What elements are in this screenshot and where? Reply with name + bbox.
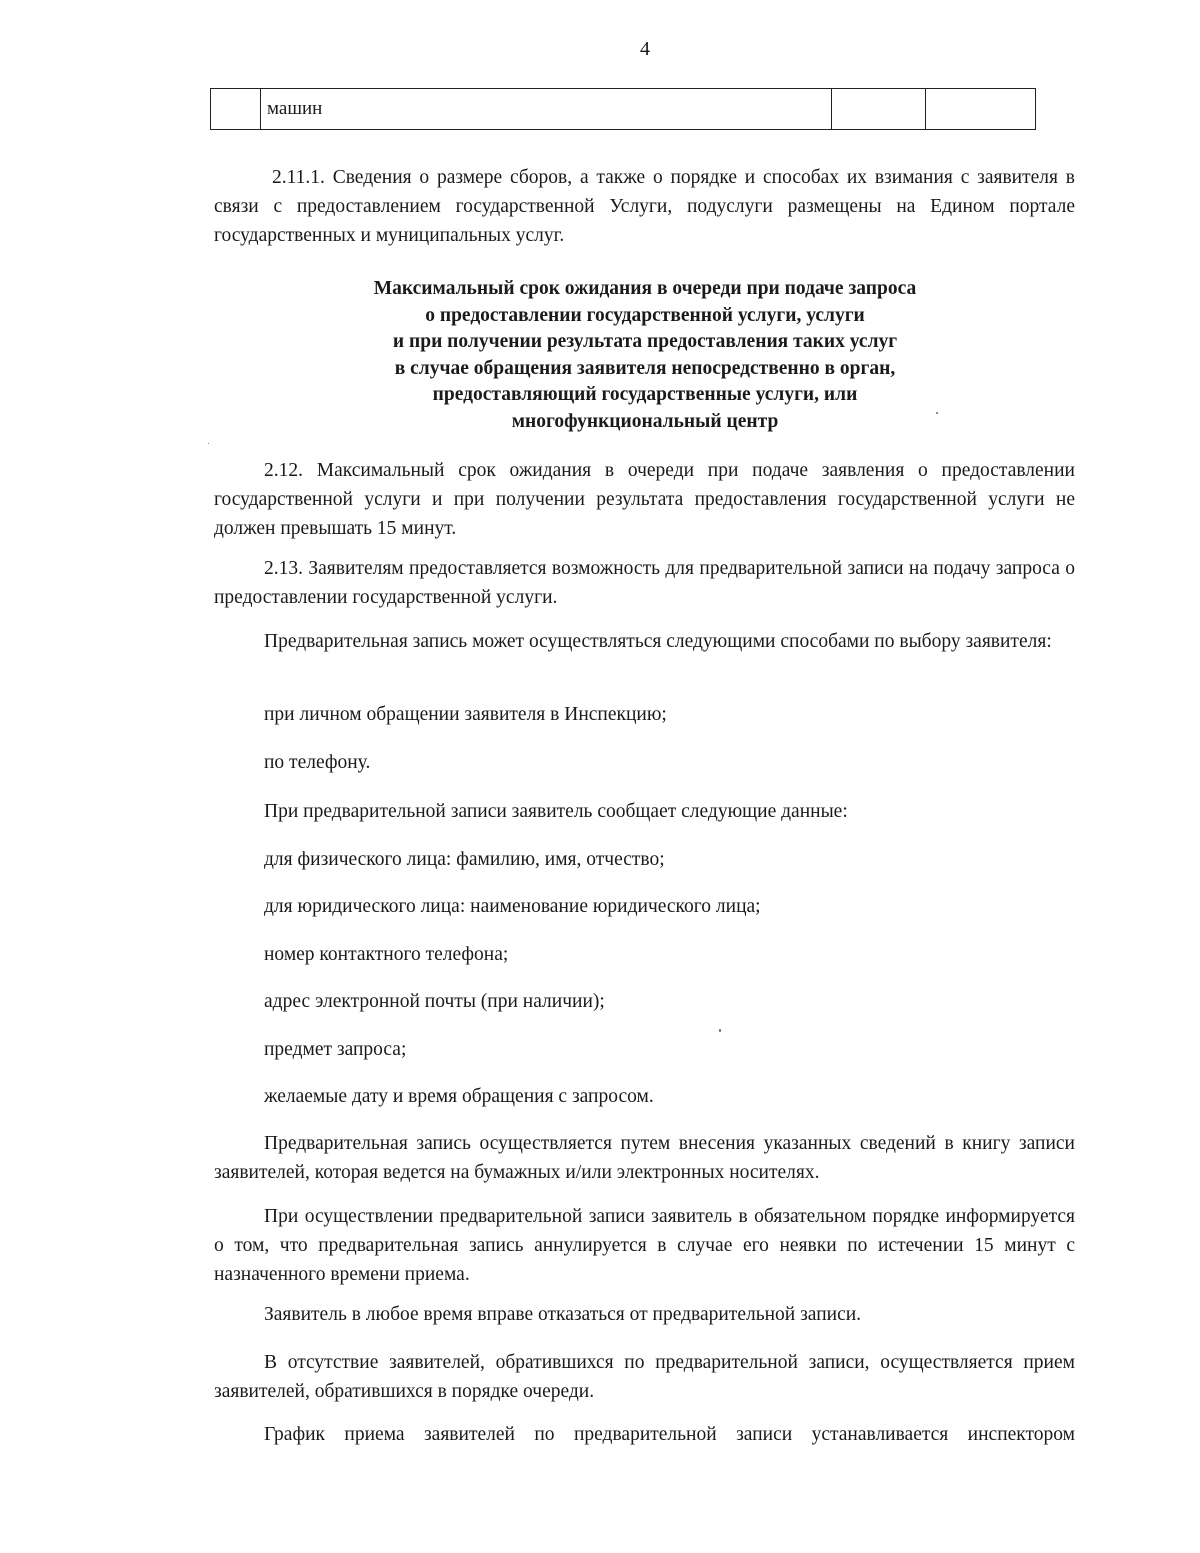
table-cell-value [926,89,1036,130]
heading-line: в случае обращения заявителя непосредственно в орган, [394,357,896,379]
heading-line: предоставляющий государственные услуги, или [432,384,858,405]
table-cell-value [832,89,926,130]
page-number: 4 [640,38,650,60]
table-cell-number [211,89,261,130]
paragraph-2-12: 2.12. Максимальный срок ожидания в очереди при подаче заявления о предоставлении государственной услуги и при получении результата предоставления государственной услуги не должен превышать 15 минут. [214,460,1075,539]
section-heading [190,276,1100,435]
paragraph-2-11-1: 2.11.1. Сведения о размере сборов, а также о порядке и способах их взимания с заявителя в связи с предоставлением государственной Услуги, подуслуги размещены на Едином портале государственных и муниципальных услуг. [214,167,1075,246]
list-item-data: для юридического лица: наименование юридического лица; [264,896,761,917]
table-row [211,89,1036,130]
list-item-data: для физического лица: фамилию, имя, отчество; [264,849,665,870]
list-item-method: по телефону. [264,752,371,773]
paragraph-refuse: Заявитель в любое время вправе отказаться от предварительной записи. [264,1304,862,1325]
list-item-data: желаемые дату и время обращения с запросом. [264,1086,654,1107]
paragraph-schedule: График приема заявителей по предварительной записи устанавливается инспектором [264,1424,1075,1445]
scan-speck [719,1029,721,1032]
scan-speck [936,412,938,414]
list-item-data: номер контактного телефона; [264,944,509,965]
paragraph-absence: В отсутствие заявителей, обратившихся по предварительной записи, осуществляется прием заявителей, обратившихся в порядке очереди. [214,1352,1075,1402]
heading-line: многофункциональный центр [511,410,779,432]
list-item-method: при личном обращении заявителя в Инспекцию; [264,704,667,725]
heading-line: Максимальный срок ожидания в очереди при подаче запроса [373,278,917,299]
scan-speck [208,443,209,444]
paragraph-data-intro: При предварительной записи заявитель сообщает следующие данные: [264,801,848,822]
paragraph-methods: Предварительная запись может осуществляться следующими способами по выбору заявителя: [264,631,1052,652]
paragraph-inform: При осуществлении предварительной записи заявитель в обязательном порядке информируется о том, что предварительная запись аннулируется в случае его неявки по истечении 15 минут с назначенного времени приема. [214,1206,1075,1285]
paragraph-record: Предварительная запись осуществляется путем внесения указанных сведений в книгу записи заявителей, которая ведется на бумажных и/или электронных носителях. [214,1133,1075,1183]
paragraph-2-13: 2.13. Заявителям предоставляется возможность для предварительной записи на подачу запроса о предоставлении государственной услуги. [214,558,1075,608]
list-item-data: адрес электронной почты (при наличии); [264,991,605,1012]
continuation-table [210,88,1036,130]
heading-line: и при получении результата предоставления таких услуг [392,331,898,352]
table-cell-text: машин [261,89,832,130]
heading-line: о предоставлении государственной услуги, услуги [425,304,865,326]
list-item-data: предмет запроса; [264,1039,407,1060]
